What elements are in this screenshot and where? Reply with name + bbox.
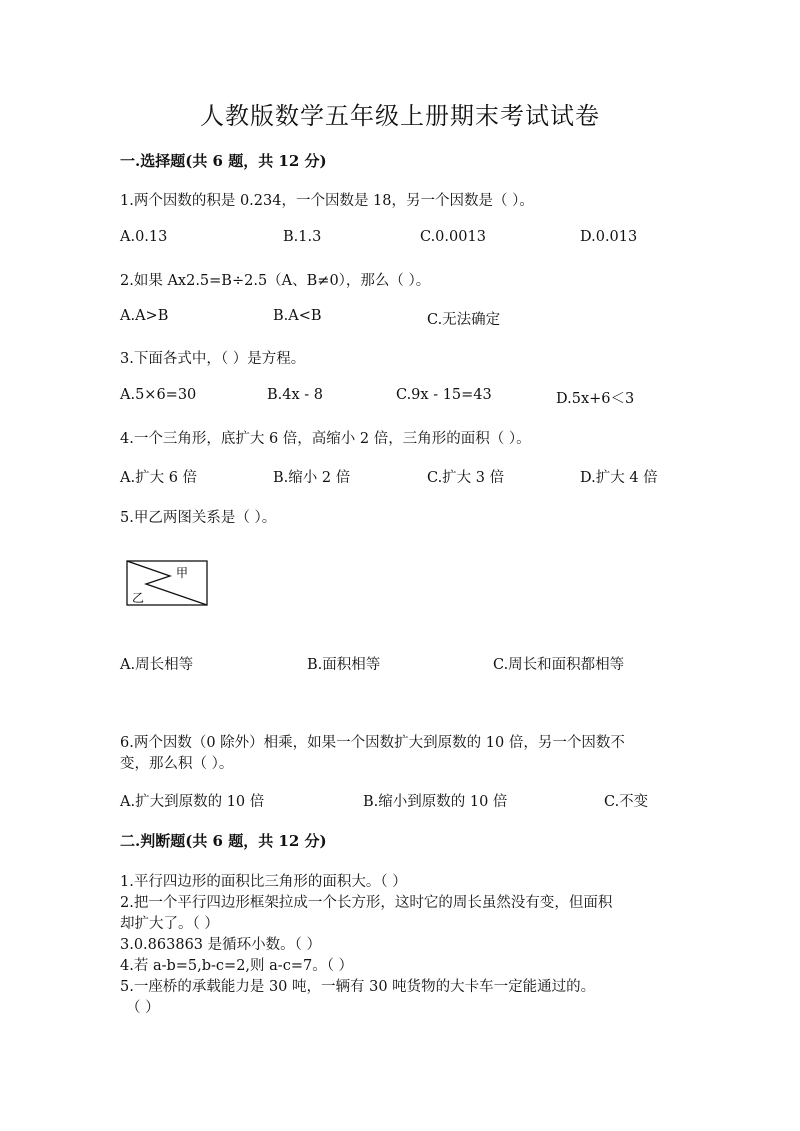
question-2-option-c: C.无法确定 — [427, 312, 501, 328]
question-5-stem: 5.甲乙两图关系是（ ）。 — [120, 510, 277, 526]
question-5-option-c: C.周长和面积都相等 — [493, 657, 625, 673]
question-6-option-a: A.扩大到原数的 10 倍 — [120, 794, 265, 810]
judgement-line-1: 1.平行四边形的面积比三角形的面积大。（ ） — [120, 874, 407, 890]
question-4-option-a: A.扩大 6 倍 — [120, 470, 198, 486]
question-3-option-c: C.9x - 15=43 — [396, 387, 492, 403]
judgement-line-2: 2.把一个平行四边形框架拉成一个长方形，这时它的周长虽然没有变，但面积 — [120, 895, 613, 911]
question-4-option-c: C.扩大 3 倍 — [427, 470, 505, 486]
judgement-line-7: （ ） — [126, 1000, 160, 1016]
section-heading-choice: 一.选择题(共 6 题，共 12 分) — [120, 152, 327, 170]
question-3-stem: 3.下面各式中，（ ）是方程。 — [120, 351, 306, 367]
question-6-option-c: C.不变 — [604, 794, 649, 810]
question-6-stem-line-1: 6.两个因数（0 除外）相乘，如果一个因数扩大到原数的 10 倍，另一个因数不 — [120, 735, 625, 751]
question-5-option-b: B.面积相等 — [307, 657, 381, 673]
question-1-option-b: B.1.3 — [283, 229, 322, 245]
page-title: 人教版数学五年级上册期末考试试卷 — [200, 102, 600, 130]
question-4-option-d: D.扩大 4 倍 — [580, 470, 658, 486]
judgement-line-6: 5.一座桥的承载能力是 30 吨，一辆有 30 吨货物的大卡车一定能通过的。 — [120, 979, 596, 995]
question-2-stem: 2.如果 Ax2.5=B÷2.5（A、B≠0），那么（ ）。 — [120, 273, 431, 289]
question-1-stem: 1.两个因数的积是 0.234，一个因数是 18，另一个因数是（ ）。 — [120, 193, 534, 209]
figure-label-yi: 乙 — [132, 591, 145, 605]
judgement-line-3: 却扩大了。（ ） — [120, 916, 219, 932]
question-3-option-a: A.5×6=30 — [120, 387, 197, 403]
question-4-option-b: B.缩小 2 倍 — [273, 470, 351, 486]
section-heading-judgement: 二.判断题(共 6 题，共 12 分) — [120, 832, 327, 850]
judgement-line-4: 3.0.863863 是循环小数。（ ） — [120, 937, 321, 953]
question-5-option-a: A.周长相等 — [120, 657, 194, 673]
question-3-option-d: D.5x+6＜3 — [556, 391, 635, 407]
question-5-figure — [126, 560, 208, 610]
rectangle-split-diagram — [126, 560, 208, 610]
question-3-option-b: B.4x - 8 — [267, 387, 324, 403]
question-6-stem-line-2: 变，那么积（ ）。 — [120, 756, 234, 772]
judgement-line-5: 4.若 a-b=5,b-c=2,则 a-c=7。（ ） — [120, 958, 354, 974]
figure-label-jia: 甲 — [176, 566, 189, 580]
question-1-option-d: D.0.013 — [580, 229, 638, 245]
question-1-option-a: A.0.13 — [120, 229, 168, 245]
question-1-option-c: C.0.0013 — [420, 229, 486, 245]
question-6-option-b: B.缩小到原数的 10 倍 — [363, 794, 508, 810]
question-4-stem: 4.一个三角形，底扩大 6 倍，高缩小 2 倍，三角形的面积（ ）。 — [120, 431, 531, 447]
question-2-option-a: A.A>B — [120, 308, 169, 324]
question-2-option-b: B.A<B — [273, 308, 322, 324]
